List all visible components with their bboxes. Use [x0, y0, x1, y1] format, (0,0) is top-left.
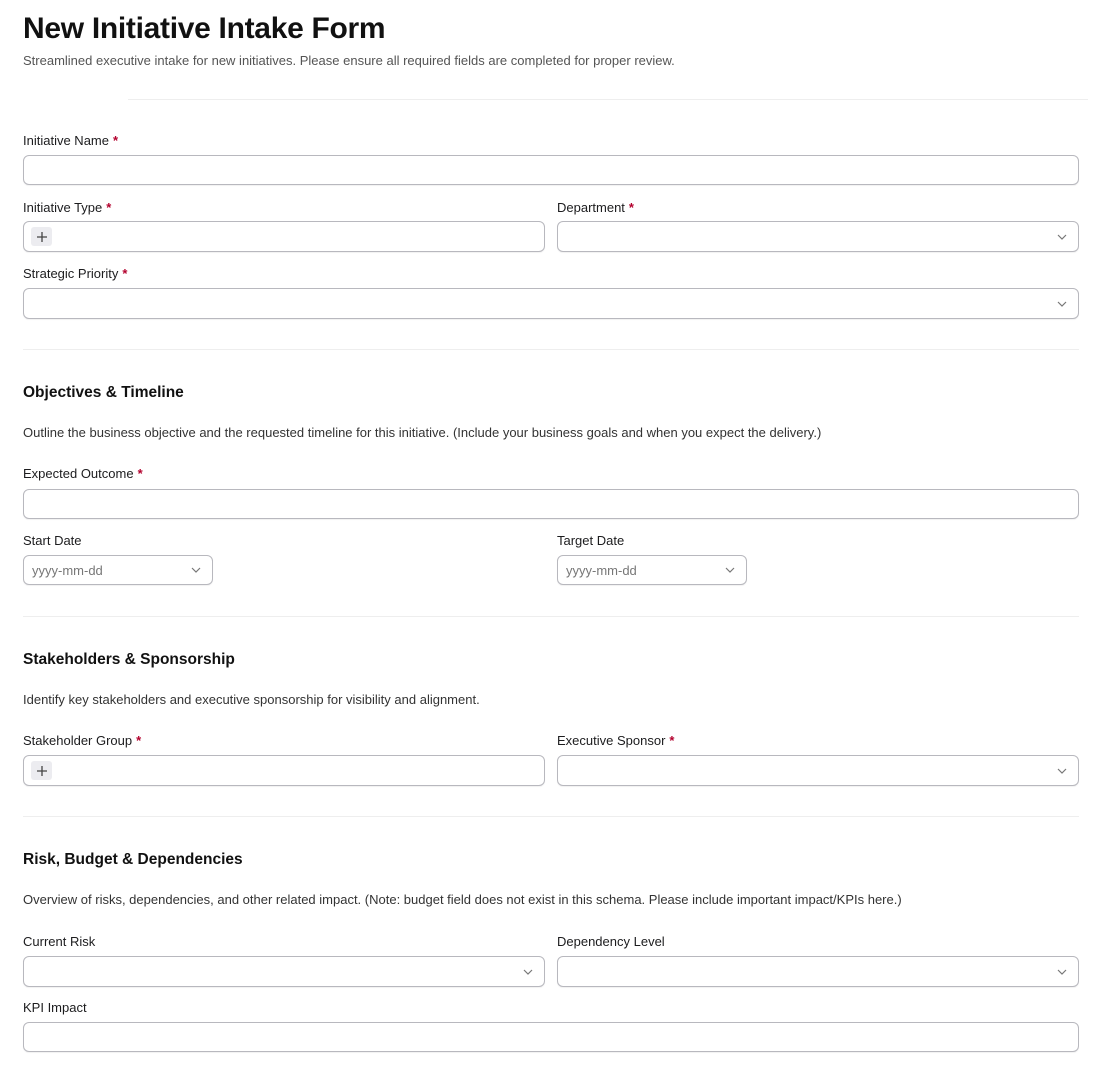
expected-outcome-label: [23, 466, 143, 481]
initiative-type-input[interactable]: [23, 221, 545, 252]
initiative-type-label-text: Initiative Type: [23, 200, 103, 215]
initiative-name-input[interactable]: [23, 155, 1079, 185]
start-date-label: Start Date: [23, 533, 82, 548]
department-select[interactable]: [557, 221, 1079, 252]
objectives-section-description: Outline the business objective and the requested timeline for this initiative. (Include your business goals and when you expect the delivery.): [23, 425, 822, 440]
expected-outcome-label-text: Expected Outcome: [23, 466, 134, 481]
chevron-down-icon: [1056, 298, 1068, 310]
required-marker: *: [112, 133, 119, 148]
stakeholder-group-label: [23, 733, 141, 748]
chevron-down-icon: [724, 564, 736, 576]
required-marker: *: [137, 466, 143, 481]
strategic-priority-select[interactable]: [23, 288, 1079, 319]
section-divider: [23, 816, 1079, 817]
expected-outcome-input[interactable]: [23, 489, 1079, 519]
kpi-impact-label: KPI Impact: [23, 1000, 87, 1015]
initiative-name-label: [23, 133, 118, 148]
start-date-picker[interactable]: [23, 555, 213, 585]
chevron-down-icon: [1056, 231, 1068, 243]
start-date-placeholder: yyyy-mm-dd: [32, 563, 103, 578]
kpi-impact-input[interactable]: [23, 1022, 1079, 1052]
dependency-level-select[interactable]: [557, 956, 1079, 987]
plus-icon[interactable]: [31, 227, 52, 246]
risk-section-description: Overview of risks, dependencies, and other related impact. (Note: budget field does not exist in this schema. Please include important impact/KPIs here.): [23, 892, 902, 907]
plus-icon[interactable]: [31, 761, 52, 780]
executive-sponsor-label-text: Executive Sponsor: [557, 733, 666, 748]
required-marker: *: [628, 200, 634, 215]
department-label: [557, 200, 634, 215]
required-marker: *: [122, 266, 128, 281]
header-divider: [128, 99, 1088, 100]
target-date-label: Target Date: [557, 533, 625, 548]
stakeholder-group-input[interactable]: [23, 755, 545, 786]
stakeholder-group-label-text: Stakeholder Group: [23, 733, 133, 748]
executive-sponsor-select[interactable]: [557, 755, 1079, 786]
section-divider: [23, 616, 1079, 617]
target-date-placeholder: yyyy-mm-dd: [566, 563, 637, 578]
stakeholders-section-title: Stakeholders & Sponsorship: [23, 651, 235, 668]
department-label-text: Department: [557, 200, 625, 215]
strategic-priority-label: [23, 266, 127, 281]
initiative-type-label: [23, 200, 111, 215]
chevron-down-icon: [522, 966, 534, 978]
page-title: New Initiative Intake Form: [23, 12, 386, 45]
chevron-down-icon: [1056, 966, 1068, 978]
stakeholders-section-description: Identify key stakeholders and executive sponsorship for visibility and alignment.: [23, 692, 480, 707]
strategic-priority-label-text: Strategic Priority: [23, 266, 119, 281]
page-subtitle: Streamlined executive intake for new initiatives. Please ensure all required fields are completed for proper review.: [23, 53, 675, 68]
current-risk-label: Current Risk: [23, 934, 96, 949]
executive-sponsor-label: [557, 733, 674, 748]
required-marker: *: [669, 733, 675, 748]
objectives-section-title: Objectives & Timeline: [23, 384, 184, 401]
section-divider: [23, 349, 1079, 350]
current-risk-select[interactable]: [23, 956, 545, 987]
target-date-picker[interactable]: [557, 555, 747, 585]
required-marker: *: [136, 733, 142, 748]
initiative-name-label-text: Initiative Name: [23, 133, 109, 148]
required-marker: *: [106, 200, 112, 215]
dependency-level-label: Dependency Level: [557, 934, 665, 949]
chevron-down-icon: [190, 564, 202, 576]
risk-section-title: Risk, Budget & Dependencies: [23, 851, 243, 868]
chevron-down-icon: [1056, 765, 1068, 777]
